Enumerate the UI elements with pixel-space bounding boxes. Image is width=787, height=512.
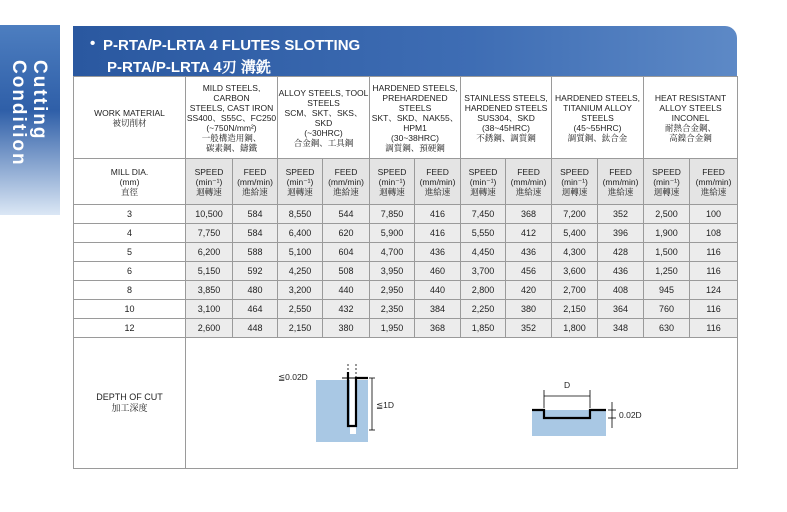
material-header-line: HPM1 [403,122,427,133]
material-header-line: ALLOY STEELS, TOOL [278,87,369,98]
material-header-line: HARDENED STEELS, [372,82,458,93]
feed-header-line: FEED [243,166,267,177]
feed-header-line: FEED [334,166,358,177]
material-header-line: STEELS [398,102,432,113]
mill-dia-label-line: (mm) [119,176,140,187]
material-header-line: STEELS, CAST IRON [189,102,274,113]
speed-cell: 5,400 [552,224,598,243]
speed-header [370,159,415,205]
diagram1-top-label: ≦0.02D [278,372,308,382]
feed-cell: 116 [690,243,738,262]
material-header-line: STEELS [307,97,340,108]
material-header-line: 耐熱合金鋼、 [665,122,717,133]
speed-cell: 945 [644,281,690,300]
feed-header-line: 進給速 [607,186,634,197]
table-row [74,224,738,243]
speed-cell: 2,350 [370,300,415,319]
feed-cell: 412 [506,224,552,243]
material-header-line: 合金鋼、工具鋼 [293,137,354,148]
speed-cell: 3,850 [186,281,233,300]
feed-cell: 436 [598,262,644,281]
feed-header [415,159,461,205]
feed-cell: 416 [415,224,461,243]
speed-header-line: SPEED [285,166,315,177]
speed-header-line: SPEED [194,166,224,177]
feed-cell: 604 [323,243,370,262]
speed-cell: 2,150 [278,319,323,338]
material-header [186,77,278,159]
material-header-line: SUS304、SKD [477,112,535,123]
depth-of-cut-diagrams [186,338,738,469]
speed-cell: 1,250 [644,262,690,281]
work-material-label-line: WORK MATERIAL [94,107,165,118]
feed-cell: 428 [598,243,644,262]
speed-cell: 7,200 [552,205,598,224]
material-header-line: ALLOY STEELS [659,102,722,113]
material-header-line: INCONEL [671,112,710,123]
speed-header-line: 迴轉速 [561,186,588,197]
material-header-line: 調質鋼、鈦合金 [567,132,628,143]
feed-cell: 368 [506,205,552,224]
speed-header-line: (min⁻¹) [469,176,497,187]
speed-cell: 1,900 [644,224,690,243]
feed-cell: 384 [415,300,461,319]
feed-cell: 440 [415,281,461,300]
speed-cell: 2,250 [461,300,506,319]
mill-dia-cell: 4 [74,224,186,243]
speed-header-line: SPEED [652,166,681,177]
feed-header-line: FEED [517,166,540,177]
table-row [74,262,738,281]
material-header [552,77,644,159]
mill-dia-cell: 12 [74,319,186,338]
speed-cell: 1,500 [644,243,690,262]
feed-header-line: FEED [426,166,449,177]
speed-header-line: SPEED [377,166,407,177]
depth-label-line: 加工深度 [111,403,148,413]
speed-cell: 2,550 [278,300,323,319]
speed-cell: 4,700 [370,243,415,262]
page-subtitle: P-RTA/P-LRTA 4刃 溝銑 [107,59,271,76]
speed-cell: 3,100 [186,300,233,319]
material-header-line: 高鎳合金鋼 [669,132,712,143]
speed-cell: 1,800 [552,319,598,338]
feed-cell: 436 [506,243,552,262]
speed-cell: 2,800 [461,281,506,300]
speed-header-line: 迴轉速 [379,186,405,197]
slot-section-diagram [532,390,616,436]
feed-header [690,159,738,205]
feed-cell: 420 [506,281,552,300]
speed-cell: 630 [644,319,690,338]
speed-header-line: (min⁻¹) [195,176,223,187]
cutting-condition-table [73,76,738,469]
table-row [74,319,738,338]
speed-cell: 5,550 [461,224,506,243]
speed-cell: 7,750 [186,224,233,243]
speed-header-line: (min⁻¹) [561,176,588,187]
speed-header [461,159,506,205]
feed-cell: 432 [323,300,370,319]
material-header-line: TITANIUM ALLOY [563,102,632,113]
feed-cell: 592 [233,262,278,281]
speed-cell: 4,450 [461,243,506,262]
feed-header-line: (mm/min) [602,176,639,187]
material-header-line: (~30HRC) [304,127,343,138]
material-header-line: 調質鋼、預硬鋼 [385,142,445,153]
material-header-line: SKD [314,117,333,128]
speed-cell: 2,950 [370,281,415,300]
feed-header-line: (mm/min) [419,176,456,187]
header-bar [73,26,737,76]
feed-header-line: 進給速 [333,186,359,197]
feed-header-line: 進給速 [700,186,727,197]
work-material-header [74,77,186,159]
speed-cell: 5,100 [278,243,323,262]
mill-dia-cell: 3 [74,205,186,224]
mill-dia-cell: 10 [74,300,186,319]
speed-cell: 1,950 [370,319,415,338]
feed-cell: 584 [233,205,278,224]
speed-header-line: 迴轉速 [196,186,222,197]
material-header-line: SS400、S55C、FC250 [186,112,277,123]
feed-cell: 348 [598,319,644,338]
feed-cell: 352 [506,319,552,338]
material-header-line: HEAT RESISTANT [654,92,727,103]
cutting-condition-table-wrap [73,76,737,469]
table-row [74,243,738,262]
feed-cell: 480 [233,281,278,300]
feed-header-line: 進給速 [424,186,451,197]
feed-cell: 380 [323,319,370,338]
depth-of-cut-label [74,338,186,469]
speed-header [552,159,598,205]
speed-header [644,159,690,205]
material-header-line: STAINLESS STEELS, [464,92,548,103]
material-header [461,77,552,159]
speed-cell: 3,200 [278,281,323,300]
feed-header-line: FEED [702,166,725,177]
speed-cell: 10,500 [186,205,233,224]
speed-cell: 5,150 [186,262,233,281]
material-header-line: (30~38HRC) [391,132,439,143]
feed-cell: 396 [598,224,644,243]
feed-header-line: (mm/min) [695,176,732,187]
material-header [278,77,370,159]
material-header [370,77,461,159]
bullet-icon: • [90,35,96,52]
speed-header-line: SPEED [468,166,498,177]
speed-cell: 7,850 [370,205,415,224]
feed-cell: 364 [598,300,644,319]
feed-cell: 440 [323,281,370,300]
feed-cell: 416 [415,205,461,224]
speed-cell: 3,600 [552,262,598,281]
feed-header-line: 進給速 [515,186,542,197]
speed-cell: 2,700 [552,281,598,300]
speed-header-line: SPEED [560,166,589,177]
feed-header-line: 進給速 [242,186,268,197]
speed-header [186,159,233,205]
feed-cell: 456 [506,262,552,281]
table-row [74,205,738,224]
material-header-line: 一般構造用鋼、 [201,132,262,143]
speed-cell: 7,450 [461,205,506,224]
material-header-line: STEELS [581,112,614,123]
mill-dia-cell: 6 [74,262,186,281]
material-header-line: 不銹鋼、調質鋼 [476,132,536,143]
feed-cell: 116 [690,262,738,281]
mill-dia-cell: 8 [74,281,186,300]
side-tab [0,25,60,215]
mill-dia-cell: 5 [74,243,186,262]
material-header-line: PREHARDENED [382,92,448,103]
feed-header-line: (mm/min) [328,176,364,187]
speed-header-line: 迴轉速 [653,186,680,197]
speed-cell: 760 [644,300,690,319]
feed-cell: 124 [690,281,738,300]
speed-header [278,159,323,205]
feed-cell: 116 [690,300,738,319]
material-header-line: HARDENED STEELS, [555,92,641,103]
speed-cell: 1,850 [461,319,506,338]
speed-cell: 2,500 [644,205,690,224]
speed-cell: 2,150 [552,300,598,319]
speed-cell: 5,900 [370,224,415,243]
work-material-label-line: 被切削材 [112,117,147,128]
material-header-line: (~750N/mm²) [206,122,257,133]
material-header-line: SCM、SKT、SKS、 [284,107,363,118]
material-header-line: MILD STEELS, CARBON [202,82,261,103]
material-header-line: 碳素鋼、鑄鐵 [206,142,258,153]
feed-cell: 620 [323,224,370,243]
feed-header-line: FEED [609,166,632,177]
material-header [644,77,738,159]
slot-profile-diagram [316,364,375,442]
feed-cell: 116 [690,319,738,338]
speed-cell: 4,300 [552,243,598,262]
speed-cell: 6,200 [186,243,233,262]
feed-cell: 460 [415,262,461,281]
feed-cell: 464 [233,300,278,319]
mill-dia-header [74,159,186,205]
speed-cell: 4,250 [278,262,323,281]
feed-header [233,159,278,205]
speed-header-line: (min⁻¹) [286,176,314,187]
speed-header-line: (min⁻¹) [653,176,680,187]
feed-cell: 588 [233,243,278,262]
feed-header [323,159,370,205]
feed-cell: 584 [233,224,278,243]
material-header-line: (45~55HRC) [573,122,622,133]
diagram2-side-label: 0.02D [619,410,642,420]
feed-cell: 380 [506,300,552,319]
feed-cell: 508 [323,262,370,281]
feed-header-line: (mm/min) [510,176,547,187]
feed-cell: 352 [598,205,644,224]
speed-cell: 8,550 [278,205,323,224]
speed-header-line: 迴轉速 [287,186,313,197]
table-row [74,281,738,300]
speed-cell: 3,950 [370,262,415,281]
feed-header [506,159,552,205]
feed-cell: 368 [415,319,461,338]
feed-cell: 448 [233,319,278,338]
mill-dia-label-line: MILL DIA. [110,166,149,177]
feed-cell: 100 [690,205,738,224]
depth-diagram-svg [186,338,738,468]
speed-header-line: 迴轉速 [470,186,496,197]
speed-header-line: (min⁻¹) [378,176,406,187]
page-title: P-RTA/P-LRTA 4 FLUTES SLOTTING [103,37,361,54]
feed-header-line: (mm/min) [237,176,273,187]
feed-cell: 408 [598,281,644,300]
speed-cell: 6,400 [278,224,323,243]
diagram1-side-label: ≦1D [376,400,394,410]
feed-cell: 108 [690,224,738,243]
feed-header [598,159,644,205]
speed-cell: 2,600 [186,319,233,338]
speed-cell: 3,700 [461,262,506,281]
mill-dia-label-line: 直徑 [120,186,138,197]
feed-cell: 436 [415,243,461,262]
table-row [74,300,738,319]
feed-cell: 544 [323,205,370,224]
side-tab-text: Cutting Condition [8,60,50,167]
diagram2-top-label: D [564,380,571,390]
material-header-line: HARDENED STEELS [464,102,548,113]
material-header-line: SKT、SKD、NAK55、 [371,112,459,123]
depth-label-line: DEPTH OF CUT [96,392,163,402]
material-header-line: (38~45HRC) [482,122,530,133]
